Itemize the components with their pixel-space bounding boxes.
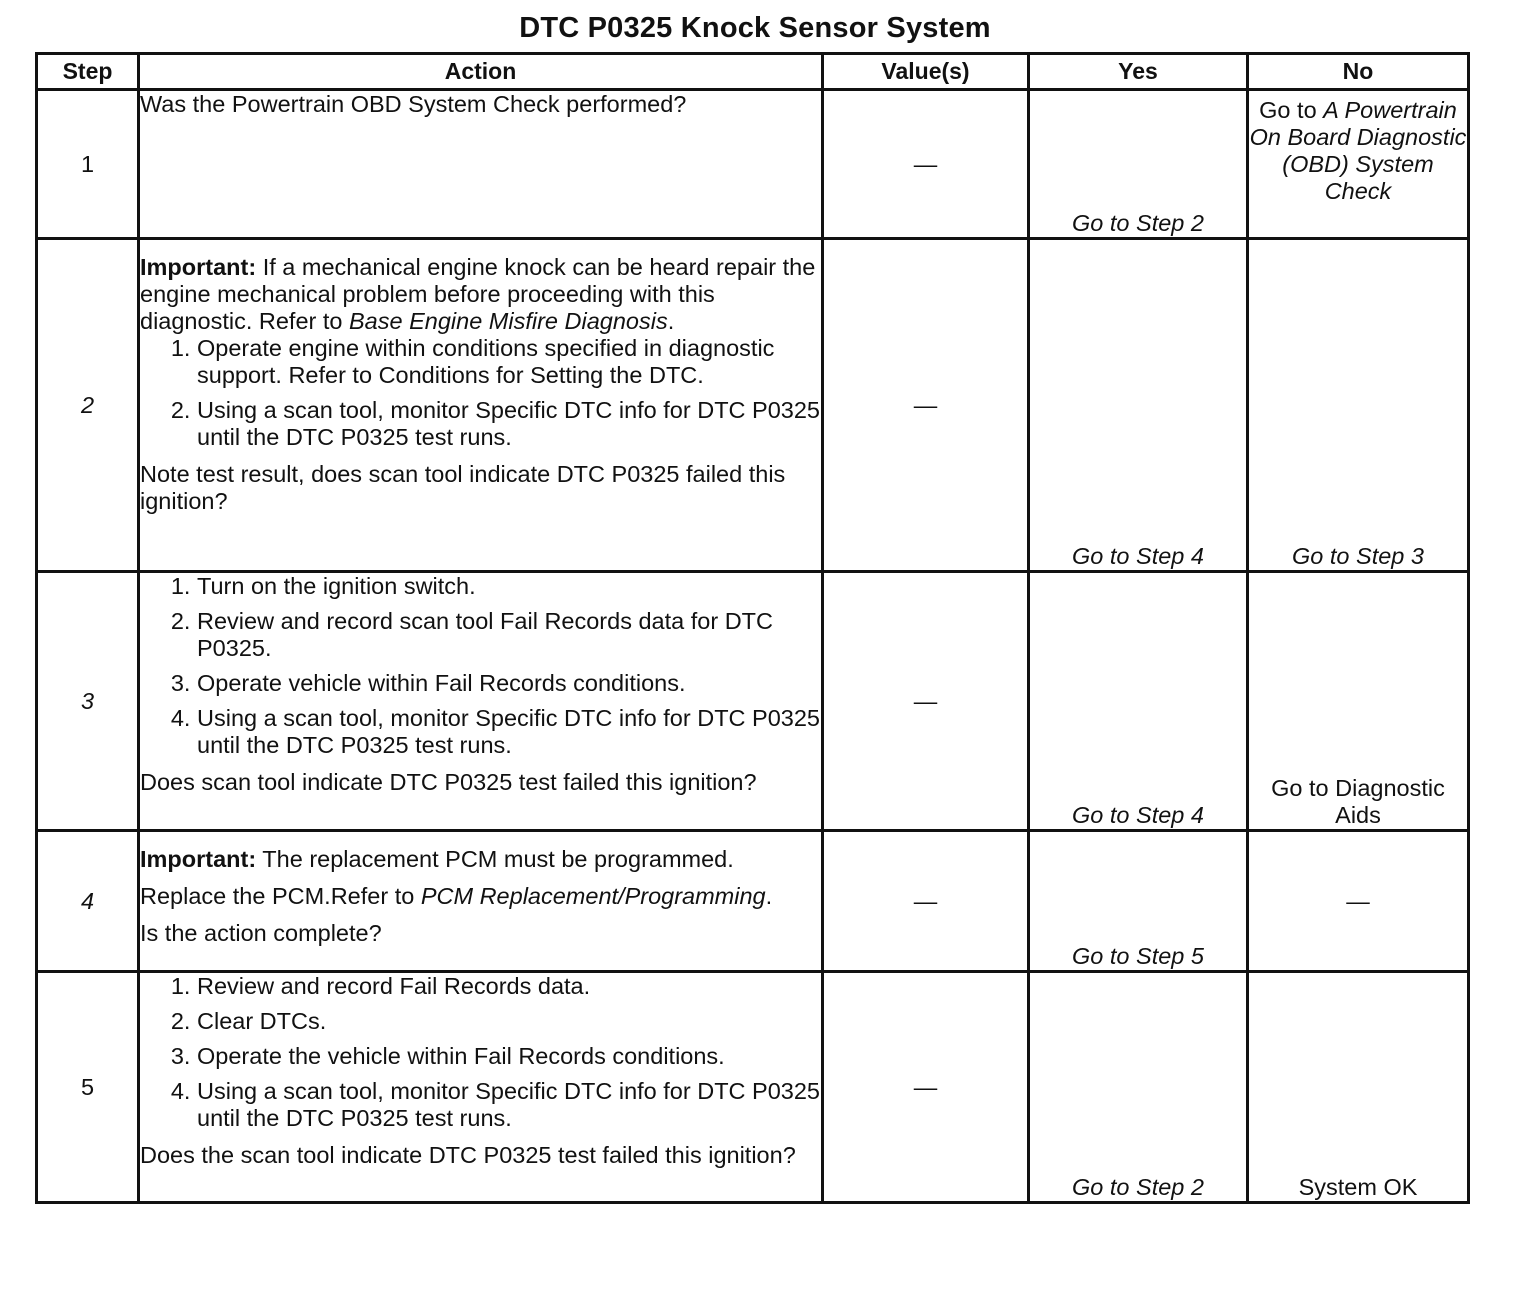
step-number: 4	[37, 831, 139, 972]
no-cell: System OK	[1248, 972, 1469, 1203]
header-action: Action	[139, 54, 823, 90]
list-item: 3. Operate vehicle within Fail Records conditions.	[197, 670, 821, 697]
procedure-list	[140, 573, 821, 759]
action-question: Does the scan tool indicate DTC P0325 test failed this ignition?	[140, 1142, 796, 1168]
no-cell	[1248, 90, 1469, 239]
table-row	[37, 239, 1469, 572]
table-row	[37, 972, 1469, 1203]
step-number: 1	[37, 90, 139, 239]
action-cell	[139, 90, 823, 239]
table-row	[37, 831, 1469, 972]
header-values: Value(s)	[823, 54, 1029, 90]
table-row	[37, 90, 1469, 239]
no-reference: A Powertrain On Board Diagnostic (OBD) System Check	[1249, 97, 1467, 204]
instruction-end: .	[765, 883, 773, 909]
value-cell: —	[823, 90, 1029, 239]
action-cell	[139, 239, 823, 572]
list-item: 1. Turn on the ignition switch.	[197, 573, 821, 600]
yes-cell: Go to Step 2	[1029, 90, 1248, 239]
procedure-list	[140, 335, 821, 451]
value-cell: —	[823, 972, 1029, 1203]
no-cell: Go to Diagnostic Aids	[1248, 572, 1469, 831]
important-note	[140, 846, 821, 873]
header-step: Step	[37, 54, 139, 90]
list-item: 4. Using a scan tool, monitor Specific DTC info for DTC P0325 until the DTC P0325 test runs.	[197, 1078, 821, 1132]
diagnostic-table	[35, 52, 1470, 1204]
important-note	[140, 254, 821, 335]
action-question: Does scan tool indicate DTC P0325 test failed this ignition?	[140, 769, 757, 795]
step-number: 3	[37, 572, 139, 831]
important-label: Important:	[140, 254, 257, 280]
list-item: 4. Using a scan tool, monitor Specific DTC info for DTC P0325 until the DTC P0325 test runs.	[197, 705, 821, 759]
action-question: Was the Powertrain OBD System Check performed?	[140, 91, 687, 117]
list-item: 2. Clear DTCs.	[197, 1008, 821, 1035]
important-text: The replacement PCM must be programmed.	[256, 846, 734, 872]
list-item: 1. Review and record Fail Records data.	[197, 973, 821, 1000]
action-cell	[139, 972, 823, 1203]
action-question: Note test result, does scan tool indicate DTC P0325 failed this ignition?	[140, 461, 786, 514]
action-question: Is the action complete?	[140, 920, 382, 946]
instruction-reference: PCM Replacement/Programming	[420, 883, 766, 909]
procedure-list	[140, 973, 821, 1132]
instruction-text: Replace the PCM.Refer to	[140, 883, 421, 909]
important-end: .	[667, 308, 675, 334]
important-text: If a mechanical engine knock can be heard repair the engine mechanical problem before proceeding with this diagnostic. Refer to	[140, 254, 816, 334]
list-item: 1. Operate engine within conditions specified in diagnostic support. Refer to Conditions for Setting the DTC.	[197, 335, 821, 389]
list-item: 2. Review and record scan tool Fail Records data for DTC P0325.	[197, 608, 821, 662]
list-item: 3. Operate the vehicle within Fail Records conditions.	[197, 1043, 821, 1070]
no-cell: Go to Step 3	[1248, 239, 1469, 572]
action-cell	[139, 572, 823, 831]
header-no: No	[1248, 54, 1469, 90]
value-cell: —	[823, 572, 1029, 831]
yes-cell: Go to Step 2	[1029, 972, 1248, 1203]
important-label: Important:	[140, 846, 257, 872]
page-title: DTC P0325 Knock Sensor System	[519, 12, 991, 44]
header-yes: Yes	[1029, 54, 1248, 90]
value-cell: —	[823, 831, 1029, 972]
yes-cell: Go to Step 4	[1029, 239, 1248, 572]
table-row	[37, 572, 1469, 831]
step-number: 5	[37, 972, 139, 1203]
no-cell: —	[1248, 831, 1469, 972]
important-reference: Base Engine Misfire Diagnosis	[349, 308, 668, 334]
list-item: 2. Using a scan tool, monitor Specific DTC info for DTC P0325 until the DTC P0325 test runs.	[197, 397, 821, 451]
yes-cell: Go to Step 4	[1029, 572, 1248, 831]
yes-cell: Go to Step 5	[1029, 831, 1248, 972]
step-number: 2	[37, 239, 139, 572]
action-cell	[139, 831, 823, 972]
value-cell: —	[823, 239, 1029, 572]
header-row	[37, 54, 1469, 90]
action-instruction	[140, 883, 821, 910]
no-prefix: Go to	[1259, 97, 1317, 123]
